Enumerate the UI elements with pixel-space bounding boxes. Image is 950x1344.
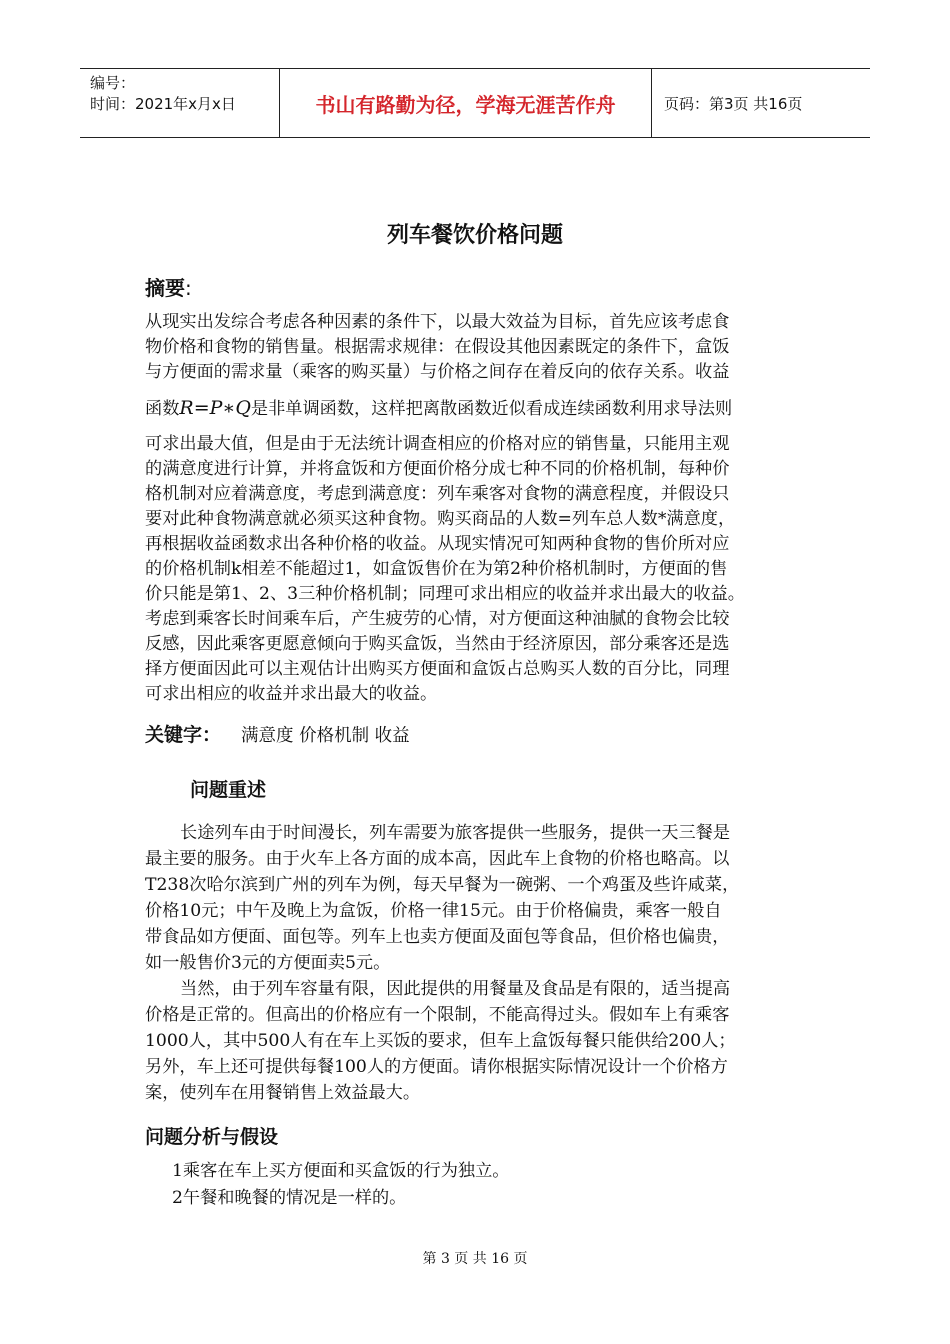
- abstract-para-2: 可求出最大值，但是由于无法统计调查相应的价格对应的销售量，只能用主观 的满意度进行计算，并将盒饭和方便面价格分成七种不同的价格机制，每种价 格机制对应着满意度，考虑到满意度：列车乘客对食物的满意程度，并假设只 要对此种食物满意就必须买这种食物。购买商品的人数=列车总人数*满意度， 再根据收益函数求出各种价格的收益。从现实情况可知两种食物的售价所对应 的价格机制k相差不能超过1，如盒饭售价在为第2种价格机制时，方便面的售 价只能是第1、2、3三种价格机制；同理可求出相应的收益并求出最大的收益。 考虑到乘客长时间乘车后，产生疲劳的心情，对方便面这种油腻的食物会比较 反感，因此乘客更愿意倾向于购买盒饭，当然由于经济原因，部分乘客还是选 择方便面因此可以主观估计出购买方便面和盒饭占总购买人数的百分比，同理 可求出相应的收益并求出最大的收益。: [145, 434, 745, 704]
- abstract-line: 从现实出发综合考虑各种因素的条件下，以最大效益为目标，首先应该考虑食: [145, 312, 730, 332]
- document-title: 列车餐饮价格问题: [386, 223, 563, 248]
- restatement-para-1: 长途列车由于时间漫长，列车需要为旅客提供一些服务，提供一天三餐是 最主要的服务。由于火车上各方面的成本高，因此车上食物的价格也略高。以 T238次哈尔滨到广州的列车为例，每天早餐为一碗粥、一个鸡蛋及些许咸菜， 价格10元；中午及晚上为盒饭，价格一律15元。由于价格偏贵，乘客一般自 带食品如方便面、面包等。列车上也卖方便面及面包等食品，但价格也偏贵， 如一般售价3元的方便面卖5元。: [145, 823, 740, 973]
- page-info: 页码：第3页 共16页: [664, 94, 803, 113]
- restatement-para-2: 当然，由于列车容量有限，因此提供的用餐量及食品是有限的，适当提高 价格是正常的。但高出的价格应有一个限制，不能高得过头。假如车上有乘客 1000人，其中500人有在车上买饭的要求，但车上盒饭每餐只能供给200人； 另外，车上还可提供每餐100人的方便面。请你根据实际情况设计一个价格方 案，使列车在用餐销售上效益最大。: [145, 979, 736, 1103]
- revenue-formula: R=P∗Q: [179, 397, 251, 419]
- header-table: [80, 68, 870, 138]
- page-footer: 第 3 页 共 16 页: [422, 1251, 528, 1267]
- number-label: 编号：: [90, 74, 136, 92]
- analysis-heading: 问题分析与假设: [145, 1126, 279, 1148]
- date-label: 时间：2021年x月x日: [90, 95, 236, 113]
- list-item: 2午餐和晚餐的情况是一样的。: [172, 1188, 407, 1208]
- abstract-heading: 摘要:: [145, 276, 192, 300]
- restatement-heading: 问题重述: [190, 779, 267, 801]
- abstract-formula-line: 函数R=P∗Q是非单调函数，这样把离散函数近似看成连续函数利用求导法则: [145, 397, 733, 419]
- keywords-label: 关键字：: [145, 724, 222, 746]
- keywords-value: 满意度 价格机制 收益: [241, 726, 410, 746]
- list-item: 1乘客在车上买方便面和买盒饭的行为独立。: [172, 1161, 510, 1181]
- header-meta-cell: [80, 69, 280, 137]
- abstract-line: 与方便面的需求量（乘客的购买量）与价格之间存在着反向的依存关系。收益: [145, 362, 730, 382]
- assumption-list: [172, 1158, 510, 1212]
- keywords: [145, 720, 410, 747]
- motto: 书山有路勤为径，学海无涯苦作舟: [315, 92, 616, 117]
- abstract-para-1: [145, 310, 817, 385]
- header-motto-cell: [280, 69, 652, 137]
- abstract-line: 物价格和食物的销售量。根据需求规律：在假设其他因素既定的条件下，盒饭: [145, 337, 730, 357]
